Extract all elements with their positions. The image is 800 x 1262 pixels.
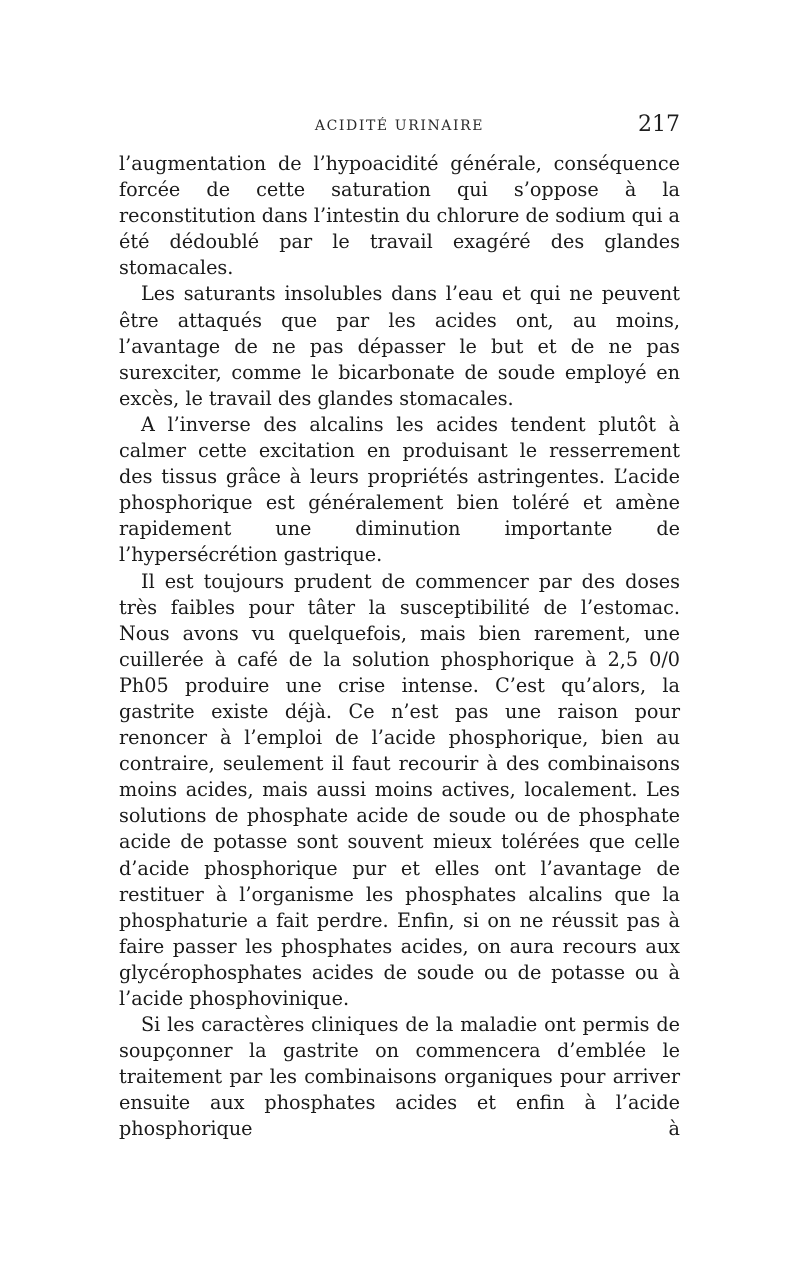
paragraph-4: Il est toujours prudent de commencer par des doses très faibles pour tâter la susceptibilité de l’estomac. Nous avons vu quelquefois, mais bien rarement, une cuillerée à café de la solution phosphorique à 2,5 0/0 Ph05 produire une crise intense. C’est qu’alors, la gastrite existe déjà. Ce n’est pas une raison pour renoncer à l’emploi de l’acide phosphorique, bien au contraire, seulement il faut recourir à des combinaisons moins acides, mais aussi moins actives, localement. Les solutions de phosphate acide de soude ou de phosphate acide de potasse sont souvent mieux tolérées que celle d’acide phosphorique pur et elles ont l’avantage de restituer à l’organisme les phosphates alcalins que la phosphaturie a fait perdre. Enfin, si on ne réussit pas à faire passer les phosphates acides, on aura recours aux glycérophosphates acides de soude ou de potasse ou à l’acide phosphovinique. <box>119 569 680 1010</box>
running-title: ACIDITÉ URINAIRE <box>314 118 485 134</box>
paragraph-1: l’augmentation de l’hypoacidité générale, conséquence forcée de cette saturation qui s’oppose à la reconstitution dans l’intestin du chlorure de sodium qui a été dédoublé par le travail exagéré des glandes stomacales. <box>119 152 680 280</box>
paragraph-2: Les saturants insolubles dans l’eau et qui ne peuvent être attaqués que par les acides ont, au moins, l’avantage de ne pas dépasser le but et de ne pas surexciter, comme le bicarbonate de soude employé en excès, le travail des glandes stomacales. <box>119 282 680 410</box>
page-number: 217 <box>638 112 680 137</box>
running-head <box>119 112 680 142</box>
paragraph-3: A l’inverse des alcalins les acides tendent plutôt à calmer cette excitation en produisant le resserrement des tissus grâce à leurs propriétés astringentes. L’acide phosphorique est généralement bien toléré et amène rapidement une diminution importante de l’hypersécrétion gastrique. <box>119 412 680 567</box>
paragraph-5: Si les caractères cliniques de la maladie ont permis de soupçonner la gastrite on commencera d’emblée le traitement par les combinaisons organiques pour arriver ensuite aux phosphates acides et enfin à l’acide phosphorique à <box>119 1013 680 1141</box>
body-text <box>119 151 680 1143</box>
